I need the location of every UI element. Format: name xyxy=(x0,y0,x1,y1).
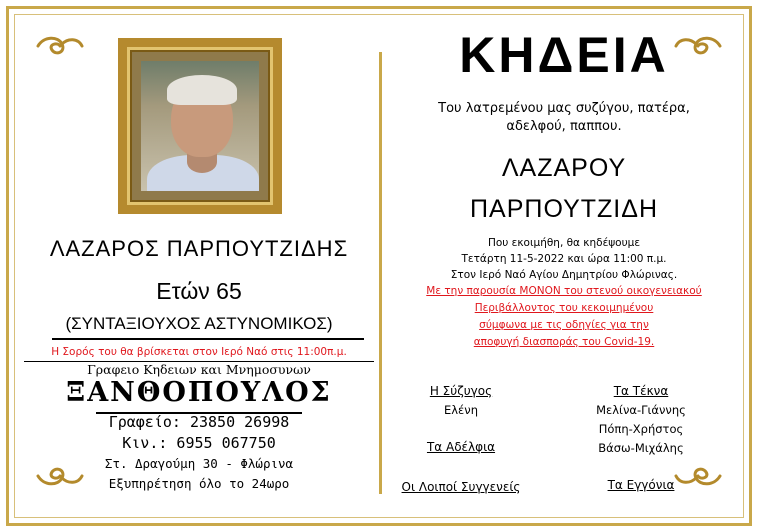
notice-title: ΚΗΔΕΙΑ xyxy=(459,27,669,83)
info-line-2: Τετάρτη 11-5-2022 και ώρα 11:00 π.μ. xyxy=(461,253,667,265)
deceased-name: ΛΑΖΑΡΟΣ ΠΑΡΠΟΥΤΖΙΔΗΣ xyxy=(49,236,349,261)
covid-notice-line-1: Με την παρουσία ΜΟΝΟΝ του στενού οικογενειακού xyxy=(426,285,702,297)
deceased-profession: (ΣΥΝΤΑΞΙΟΥΧΟΣ ΑΣΤΥΝΟΜΙΚΟΣ) xyxy=(65,314,333,333)
center-divider xyxy=(379,52,382,494)
grandchildren-label: Τα Εγγόνια xyxy=(607,478,675,492)
spouse-label: Η Σύζυγος xyxy=(429,384,493,398)
profession-underline xyxy=(52,338,364,340)
funeral-home-brand: ΞΑΝΘΟΠΟΥΛΟΣ xyxy=(66,377,332,408)
child-pair: Βάσω-Μιχάλης xyxy=(598,441,684,455)
portrait-frame xyxy=(118,38,282,214)
top-left-flourish-icon xyxy=(34,34,86,58)
office-phone: Γραφείο: 23850 26998 xyxy=(108,413,290,431)
covid-notice-line-3: σύμφωνα με τις οδηγίες για την xyxy=(479,319,649,331)
child-pair: Μελίνα-Γιάννης xyxy=(596,403,686,417)
child-pair: Πόπη-Χρήστος xyxy=(598,422,684,436)
service-hours: Εξυπηρέτηση όλο το 24ωρο xyxy=(108,476,290,491)
intro-line-2: αδελφού, παππου. xyxy=(506,119,622,134)
intro-line-1: Του λατρεμένου μας συζύγου, πατέρα, xyxy=(438,101,690,116)
relatives-label: Οι Λοιποί Συγγενείς xyxy=(401,480,521,494)
info-line-3: Στον Ιερό Ναό Αγίου Δημητρίου Φλώρινας. xyxy=(450,269,678,281)
spouse-name: Ελένη xyxy=(443,403,478,417)
funeral-office-label: Γραφειο Κηδειων και Μνημοσυνων xyxy=(87,362,311,377)
portrait-photo xyxy=(141,61,259,191)
remains-notice: Η Σορός του θα βρίσκεται στον Ιερό Ναό στις 11:00π.μ. xyxy=(51,346,347,358)
funeral-home-address: Στ. Δραγούμη 30 - Φλώρινα xyxy=(104,456,294,471)
covid-notice-line-2: Περιβάλλοντος του κεκοιμημένου xyxy=(474,302,654,314)
deceased-last-name: ΠΑΡΠΟΥΤΖΙΔΗ xyxy=(469,195,658,223)
covid-notice-line-4: αποφυγή διασποράς του Covid-19. xyxy=(473,336,655,348)
deceased-first-name: ΛΑΖΑΡΟΥ xyxy=(501,154,627,182)
deceased-age: Ετών 65 xyxy=(156,278,242,304)
children-label: Τα Τέκνα xyxy=(613,384,669,398)
siblings-label: Τα Αδέλφια xyxy=(426,440,496,454)
info-line-1: Που εκοιμήθη, θα κηδέψουμε xyxy=(487,237,641,249)
mobile-phone: Κιν.: 6955 067750 xyxy=(122,434,276,452)
